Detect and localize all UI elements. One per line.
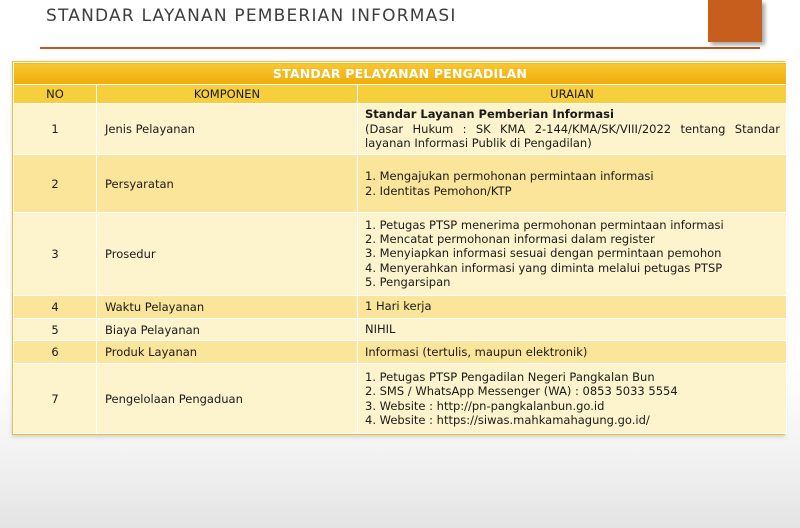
uraian-line: 2. SMS / WhatsApp Messenger (WA) : 0853 5033 5554 [365,384,678,399]
row-no: 3 [14,212,97,295]
uraian-line: 3. Menyiapkan informasi sesuai dengan permintaan pemohon [365,246,722,261]
row-komponen: Waktu Pelayanan [97,295,358,318]
table-row [14,155,787,212]
row-uraian [358,155,787,212]
row-no: 4 [14,295,97,318]
service-standard-table [13,62,787,434]
table-row [14,103,787,155]
accent-block [708,0,762,42]
title-divider [40,47,760,49]
uraian-line: 2. Identitas Pemohon/KTP [365,183,512,198]
row-komponen: Persyaratan [97,155,358,212]
header-uraian: URAIAN [358,84,787,103]
uraian-text: (Dasar Hukum : SK KMA 2-144/KMA/SK/VIII/2022 tentang Standar layanan Informasi Publik di Pengadilan) [365,121,781,151]
table-row [14,318,787,341]
row-uraian: Informasi (tertulis, maupun elektronik) [358,341,787,364]
uraian-line: 1. Mengajukan permohonan permintaan informasi [365,169,654,184]
row-no: 1 [14,103,97,155]
table-row [14,364,787,434]
row-no: 6 [14,341,97,364]
service-standard-table-container [12,61,785,435]
uraian-title: Standar Layanan Pemberian Informasi [365,107,614,122]
table-row [14,295,787,318]
row-uraian: 1 Hari kerja [358,295,787,318]
table-banner-row [14,63,787,85]
header-komponen: KOMPONEN [97,84,358,103]
row-komponen: Biaya Pelayanan [97,318,358,341]
table-header-row [14,84,787,103]
uraian-line: 3. Website : http://pn-pangkalanbun.go.id [365,398,605,413]
row-no: 5 [14,318,97,341]
row-uraian [358,212,787,295]
row-komponen: Jenis Pelayanan [97,103,358,155]
uraian-line: 5. Pengarsipan [365,275,451,290]
table-banner: STANDAR PELAYANAN PENGADILAN [14,63,787,85]
header-no: NO [14,84,97,103]
row-uraian: NIHIL [358,318,787,341]
uraian-line: 4. Menyerahkan informasi yang diminta melalui petugas PTSP [365,260,723,275]
row-uraian [358,364,787,434]
uraian-line: 1. Petugas PTSP menerima permohonan permintaan informasi [365,217,724,232]
table-row [14,341,787,364]
slide-title: STANDAR LAYANAN PEMBERIAN INFORMASI [46,6,457,26]
uraian-line: 4. Website : https://siwas.mahkamahagung.go.id/ [365,413,650,428]
uraian-line: 1. Petugas PTSP Pengadilan Negeri Pangkalan Bun [365,369,655,384]
row-uraian [358,103,787,155]
table-row [14,212,787,295]
row-komponen: Prosedur [97,212,358,295]
row-no: 2 [14,155,97,212]
uraian-line: 2. Mencatat permohonan informasi dalam register [365,232,655,247]
row-komponen: Produk Layanan [97,341,358,364]
row-no: 7 [14,364,97,434]
row-komponen: Pengelolaan Pengaduan [97,364,358,434]
